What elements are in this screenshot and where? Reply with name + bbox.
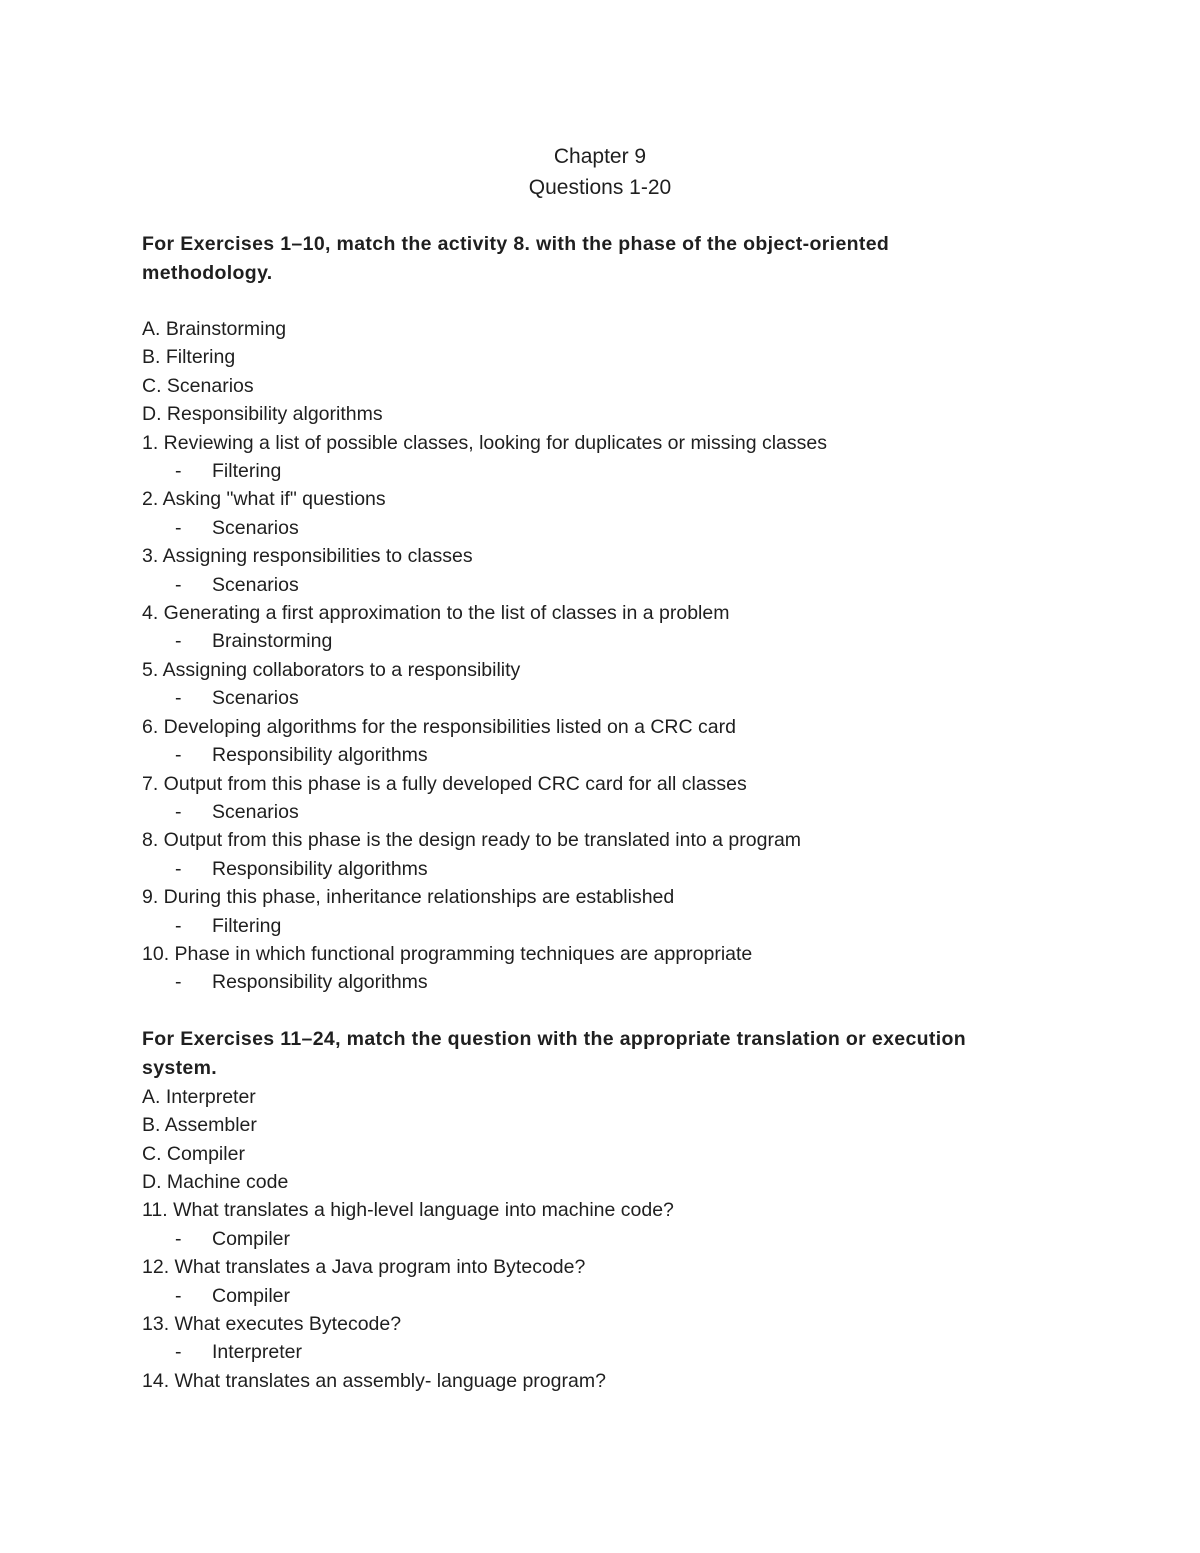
section-1-heading-line2: methodology. xyxy=(142,262,273,284)
answer-dash: - xyxy=(175,857,182,880)
question-item: 11. What translates a high-level language into machine code? xyxy=(142,1199,674,1222)
answer-text: Compiler xyxy=(212,1284,291,1307)
section-2-heading-line2: system. xyxy=(142,1056,218,1079)
option-item: D. Machine code xyxy=(142,1170,289,1193)
section-2 xyxy=(142,1025,1042,1395)
answer-text: Scenarios xyxy=(212,516,299,539)
answer-text: Filtering xyxy=(212,460,282,483)
document-content xyxy=(142,141,1042,1395)
option-item: A. Brainstorming xyxy=(142,318,287,340)
answer-text: Filtering xyxy=(212,914,282,937)
section-1-heading-line1: For Exercises 1–10, match the activity 8. with the phase of the object-oriented xyxy=(142,233,890,255)
answer-item xyxy=(142,571,1042,599)
answer-text: Scenarios xyxy=(212,573,299,596)
question-item: 9. During this phase, inheritance relationships are established xyxy=(142,886,675,909)
answer-item xyxy=(142,684,1042,712)
answer-item xyxy=(142,1338,1042,1366)
question-item: 7. Output from this phase is a fully developed CRC card for all classes xyxy=(142,772,747,795)
option-item: D. Responsibility algorithms xyxy=(142,403,383,426)
answer-dash: - xyxy=(175,1341,182,1364)
chapter-title: Chapter 9 xyxy=(553,145,647,168)
question-item: 3. Assigning responsibilities to classes xyxy=(142,545,473,568)
question-item: 6. Developing algorithms for the responsibilities listed on a CRC card xyxy=(142,715,736,738)
question-item: 2. Asking "what if" questions xyxy=(142,488,386,511)
question-item: 14. What translates an assembly- language program? xyxy=(142,1369,606,1392)
answer-item xyxy=(142,912,1042,940)
answer-item xyxy=(142,514,1042,542)
answer-dash: - xyxy=(175,800,182,823)
answer-dash: - xyxy=(175,573,182,596)
answer-dash: - xyxy=(175,1284,182,1307)
answer-text: Interpreter xyxy=(212,1341,302,1364)
section-2-heading-line1: For Exercises 11–24, match the question with the appropriate translation or execution xyxy=(142,1027,967,1050)
question-item: 13. What executes Bytecode? xyxy=(142,1313,402,1335)
option-item: B. Filtering xyxy=(142,346,236,369)
answer-text: Compiler xyxy=(212,1227,291,1250)
answer-dash: - xyxy=(175,914,182,937)
answer-dash: - xyxy=(175,460,182,483)
answer-item xyxy=(142,1225,1042,1253)
answer-dash: - xyxy=(175,516,182,539)
questions-subtitle: Questions 1-20 xyxy=(528,176,672,199)
question-item: 1. Reviewing a list of possible classes, looking for duplicates or missing classes xyxy=(142,431,827,454)
option-item: C. Scenarios xyxy=(142,374,254,397)
answer-item xyxy=(142,627,1042,655)
answer-item xyxy=(142,855,1042,883)
answer-dash: - xyxy=(175,687,182,710)
answer-item xyxy=(142,457,1042,485)
answer-text: Responsibility algorithms xyxy=(212,744,428,767)
question-item: 10. Phase in which functional programming techniques are appropriate xyxy=(142,942,753,965)
option-item: C. Compiler xyxy=(142,1142,245,1165)
question-item: 12. What translates a Java program into Bytecode? xyxy=(142,1256,586,1279)
option-item: B. Assembler xyxy=(142,1114,257,1137)
answer-text: Responsibility algorithms xyxy=(212,971,428,994)
answer-item xyxy=(142,968,1042,996)
answer-item xyxy=(142,798,1042,826)
answer-dash: - xyxy=(175,630,182,653)
answer-item xyxy=(142,741,1042,769)
answer-dash: - xyxy=(175,1227,182,1250)
answer-text: Responsibility algorithms xyxy=(212,857,428,880)
question-item: 8. Output from this phase is the design ready to be translated into a program xyxy=(142,829,802,852)
answer-dash: - xyxy=(175,744,182,767)
section-1 xyxy=(142,230,1042,997)
answer-item xyxy=(142,1282,1042,1310)
answer-text: Scenarios xyxy=(212,687,299,710)
answer-dash: - xyxy=(175,971,182,994)
question-item: 5. Assigning collaborators to a responsibility xyxy=(142,658,521,681)
answer-text: Brainstorming xyxy=(212,630,333,653)
option-item: A. Interpreter xyxy=(142,1085,256,1108)
question-item: 4. Generating a first approximation to the list of classes in a problem xyxy=(142,602,730,625)
answer-text: Scenarios xyxy=(212,800,299,823)
